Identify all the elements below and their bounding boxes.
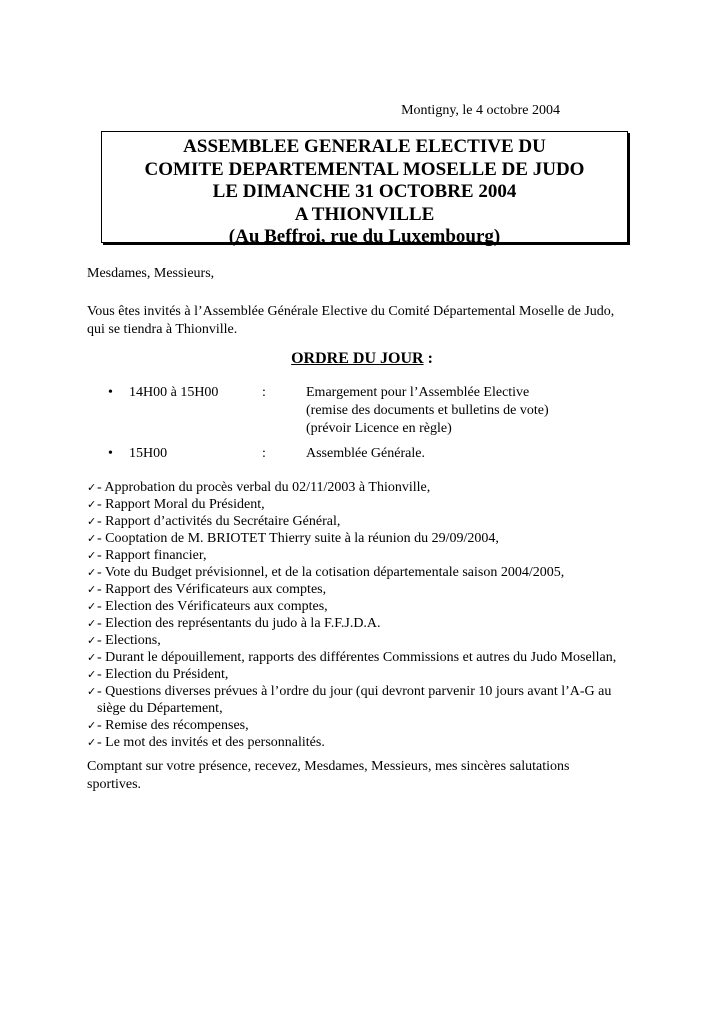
check-mark-icon: ✓ bbox=[87, 481, 97, 494]
list-item: ✓ - Rapport financier, bbox=[87, 548, 207, 563]
schedule-separator: : bbox=[262, 446, 266, 461]
title-line: COMITE DEPARTEMENTAL MOSELLE DE JUDO bbox=[144, 158, 585, 180]
schedule-item bbox=[108, 384, 628, 438]
schedule-time: 14H00 à 15H00 bbox=[129, 385, 219, 400]
agenda-heading-label: ORDRE DU JOUR bbox=[291, 350, 424, 367]
bullet-icon: • bbox=[108, 385, 113, 400]
check-mark-icon: ✓ bbox=[87, 668, 97, 681]
list-item: ✓ - Approbation du procès verbal du 02/11/2003 à Thionville, bbox=[87, 480, 431, 495]
agenda-heading bbox=[0, 350, 724, 368]
title-line: A THIONVILLE bbox=[294, 203, 435, 225]
schedule-time: 15H00 bbox=[129, 446, 168, 461]
check-mark-icon: ✓ bbox=[87, 685, 97, 698]
greeting: Mesdames, Messieurs, bbox=[87, 266, 215, 281]
check-mark-icon: ✓ bbox=[87, 719, 97, 732]
title-line: LE DIMANCHE 31 OCTOBRE 2004 bbox=[212, 181, 517, 202]
title-line: (Au Beffroi, rue du Luxembourg) bbox=[228, 226, 501, 247]
agenda-heading-suffix: : bbox=[423, 350, 433, 367]
check-mark-icon: ✓ bbox=[87, 617, 97, 630]
list-item-continuation: siège du Département, bbox=[97, 701, 223, 716]
check-mark-icon: ✓ bbox=[87, 515, 97, 528]
check-mark-icon: ✓ bbox=[87, 634, 97, 647]
list-item: ✓ - Durant le dépouillement, rapports des différentes Commissions et autres du Judo Mosellan, bbox=[87, 650, 617, 665]
intro-paragraph: Vous êtes invités à l’Assemblée Générale Elective du Comité Départemental Moselle de Judo, qui se tiendra à Thionville. bbox=[87, 304, 615, 337]
schedule-description bbox=[306, 384, 549, 438]
schedule-description bbox=[306, 445, 425, 463]
check-mark-icon: ✓ bbox=[87, 532, 97, 545]
schedule-line: Assemblée Générale. bbox=[306, 446, 425, 461]
schedule-item bbox=[108, 445, 628, 463]
list-item: ✓ - Election des représentants du judo à la F.F.J.D.A. bbox=[87, 616, 381, 631]
schedule-line: (prévoir Licence en règle) bbox=[306, 421, 452, 436]
list-item: ✓ - Vote du Budget prévisionnel, et de la cotisation départementale saison 2004/2005, bbox=[87, 565, 565, 580]
title-line: ASSEMBLEE GENERALE ELECTIVE DU bbox=[183, 136, 546, 157]
list-item: ✓ - Elections, bbox=[87, 633, 161, 648]
list-item: ✓ - Questions diverses prévues à l’ordre du jour (qui devront parvenir 10 jours avant l’A-G au bbox=[87, 684, 612, 699]
title-box bbox=[101, 131, 628, 247]
document-date: Montigny, le 4 octobre 2004 bbox=[401, 103, 560, 118]
check-mark-icon: ✓ bbox=[87, 549, 97, 562]
schedule-separator: : bbox=[262, 385, 266, 400]
list-item: ✓ - Rapport d’activités du Secrétaire Général, bbox=[87, 514, 341, 529]
check-mark-icon: ✓ bbox=[87, 651, 97, 664]
check-mark-icon: ✓ bbox=[87, 498, 97, 511]
list-item: ✓ - Election du Président, bbox=[87, 667, 229, 682]
list-item: ✓ - Rapport Moral du Président, bbox=[87, 497, 265, 512]
list-item: ✓ - Cooptation de M. BRIOTET Thierry suite à la réunion du 29/09/2004, bbox=[87, 531, 499, 546]
check-mark-icon: ✓ bbox=[87, 583, 97, 596]
agenda-list bbox=[87, 479, 657, 751]
closing-paragraph: Comptant sur votre présence, recevez, Mesdames, Messieurs, mes sincères salutations sportives. bbox=[87, 759, 570, 792]
bullet-icon: • bbox=[108, 446, 113, 461]
list-item: ✓ - Le mot des invités et des personnalités. bbox=[87, 735, 325, 750]
list-item: ✓ - Rapport des Vérificateurs aux comptes, bbox=[87, 582, 327, 597]
schedule-line: Emargement pour l’Assemblée Elective bbox=[306, 385, 530, 400]
check-mark-icon: ✓ bbox=[87, 736, 97, 749]
list-item: ✓ - Election des Vérificateurs aux comptes, bbox=[87, 599, 328, 614]
check-mark-icon: ✓ bbox=[87, 566, 97, 579]
list-item: ✓ - Remise des récompenses, bbox=[87, 718, 249, 733]
schedule-line: (remise des documents et bulletins de vote) bbox=[306, 403, 549, 418]
check-mark-icon: ✓ bbox=[87, 600, 97, 613]
